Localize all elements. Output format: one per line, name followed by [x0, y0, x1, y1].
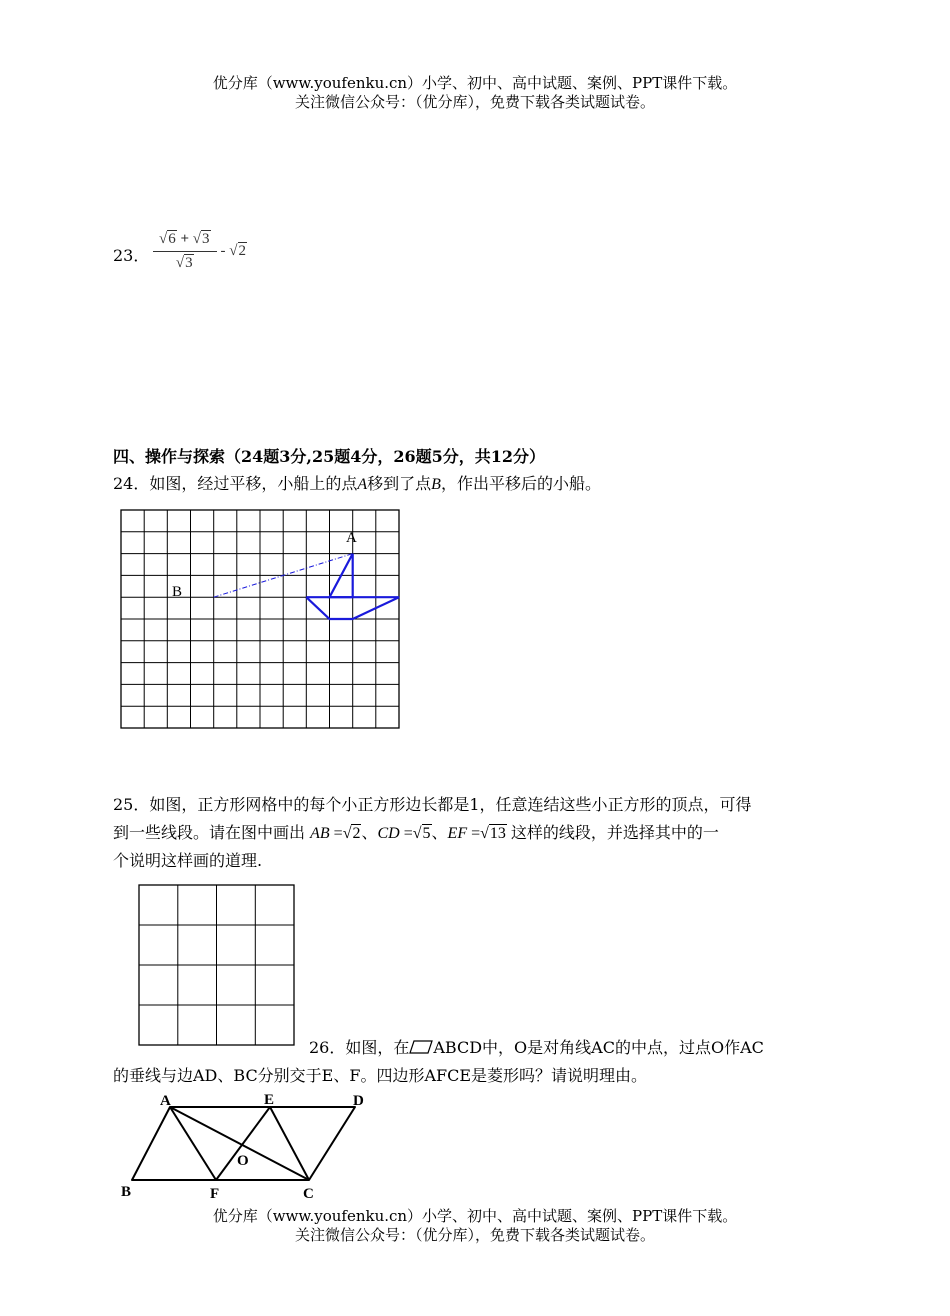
label-d: D [353, 1093, 364, 1109]
q25-eq-1: = [333, 825, 343, 842]
q25-line2: 到一些线段。请在图中画出 AB =√2、CD =√5、EF =√13 这样的线段，并选择其中的一 [113, 823, 719, 842]
q24-var-b: B [431, 476, 441, 493]
q25-ef-val: 13 [489, 825, 506, 842]
label-a: A [160, 1093, 171, 1109]
footer-line-2: 关注微信公众号：（优分库），免费下载各类试题试卷。 [294, 1226, 655, 1244]
q26-parallelogram-figure [115, 1088, 375, 1206]
q24-text [113, 474, 601, 495]
q23-den: 3 [185, 255, 193, 271]
q23-tail: 2 [238, 243, 247, 259]
q23-num-b: 3 [202, 231, 210, 247]
footer-line-1: 优分库（www.youfenku.cn）小学、初中、高中试题、案例、PPT课件下载。 [212, 1207, 738, 1225]
q25-grid-figure [136, 882, 298, 1048]
label-c: C [303, 1186, 314, 1202]
q25-cd: CD [377, 825, 400, 842]
q25-ab-val: 2 [352, 825, 361, 842]
q25-eq-2: = [403, 825, 413, 842]
point-b-label: B [172, 584, 183, 600]
q25-sep-2: 、 [431, 825, 448, 842]
q25-sep-1: 、 [361, 825, 378, 842]
q25-ef: EF [447, 825, 468, 842]
q24-text-pre: 24．如图，经过平移，小船上的点 [113, 474, 358, 493]
q23-fraction: $\frac{√6 + √3}{√3}$ [153, 231, 217, 272]
point-a-label: A [346, 530, 357, 546]
q26-line1 [309, 1038, 764, 1058]
q26-pre: 26．如图，在 [309, 1038, 410, 1057]
q25-eq-3: = [471, 825, 481, 842]
q23-expression: $\frac{√6 + √3}{√3}$ - √2 [153, 231, 247, 272]
q24-text-mid: 移到了点 [367, 474, 432, 493]
label-b: B [121, 1184, 132, 1200]
q24-text-post: ，作出平移后的小船。 [440, 474, 601, 493]
header-line-2: 关注微信公众号：（优分库），免费下载各类试题试卷。 [294, 93, 655, 111]
q25-line3: 个说明这样画的道理. [113, 851, 263, 870]
label-e: E [264, 1092, 275, 1108]
q23-number: 23． [113, 246, 150, 265]
q24-grid [121, 510, 399, 728]
q24-var-a: A [357, 476, 368, 493]
q23-num-a: 6 [168, 231, 176, 247]
label-o: O [237, 1153, 249, 1169]
q26-line1-post: ABCD中，O是对角线AC的中点，过点O作AC [433, 1038, 764, 1057]
q26-line2: 的垂线与边AD、BC分别交于E、F。四边形AFCE是菱形吗？请说明理由。 [113, 1066, 648, 1085]
section4-title: 四、操作与探索（24题3分,25题4分，26题5分，共12分） [113, 447, 546, 466]
q25-line2-pre: 到一些线段。请在图中画出 [113, 823, 306, 842]
q25-line2-post: 这样的线段，并选择其中的一 [510, 823, 719, 842]
label-f: F [210, 1186, 220, 1202]
q23-minus: - [220, 243, 226, 259]
q25-line1: 25．如图，正方形网格中的每个小正方形边长都是1，任意连结这些小正方形的顶点，可得 [113, 795, 752, 814]
q24-grid-figure [115, 505, 407, 735]
header-line-1: 优分库（www.youfenku.cn）小学、初中、高中试题、案例、PPT课件下载。 [212, 74, 738, 92]
q25-ab: AB [310, 825, 330, 842]
q25-cd-val: 5 [422, 825, 431, 842]
parallelogram-icon [409, 1040, 433, 1054]
q23-plus: + [180, 231, 190, 247]
